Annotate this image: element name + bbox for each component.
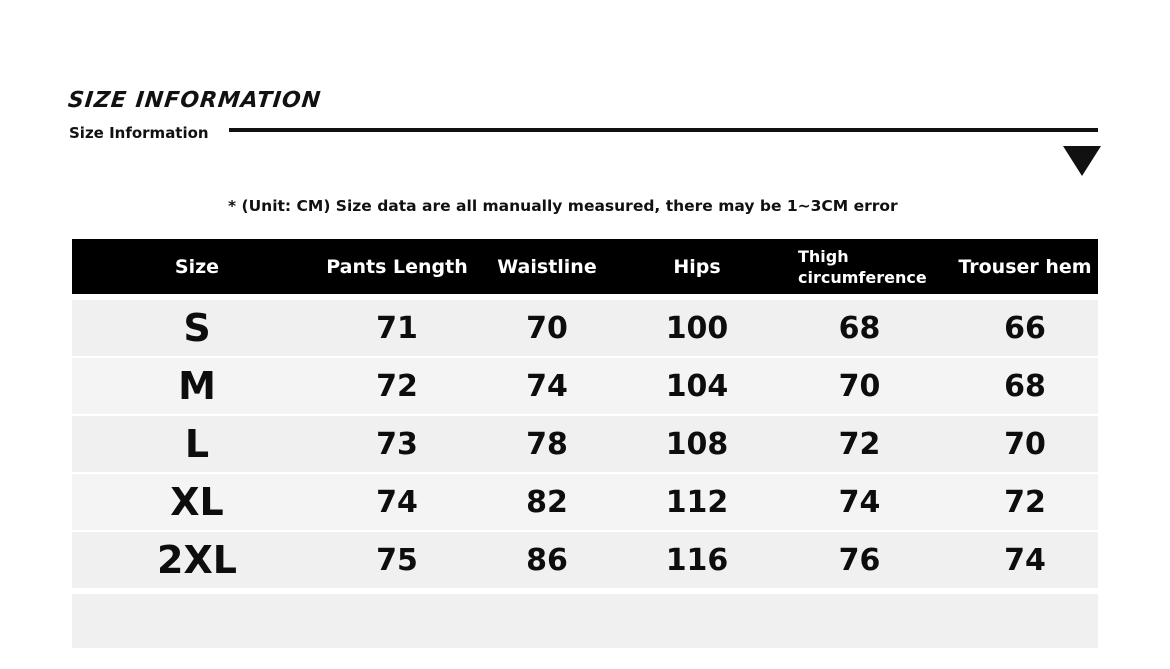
cell-waistline: 74 xyxy=(526,368,568,404)
measurement-note: * (Unit: CM) Size data are all manually measured, there may be 1~3CM error xyxy=(228,197,898,215)
header-thigh-circumference: Thigh circumference xyxy=(798,246,927,287)
empty-row xyxy=(72,594,1098,648)
table-row xyxy=(72,300,1098,356)
cell-thigh: 68 xyxy=(838,310,881,346)
cell-waistline: 70 xyxy=(526,310,568,346)
cell-hips: 108 xyxy=(665,426,729,462)
cell-thigh: 74 xyxy=(838,484,881,520)
cell-hips: 100 xyxy=(665,310,729,346)
cell-thigh: 70 xyxy=(838,368,881,404)
size-table xyxy=(72,239,1098,648)
cell-pants-length: 71 xyxy=(376,310,418,346)
cell-size: XL xyxy=(170,480,224,524)
cell-trouser-hem: 66 xyxy=(1004,310,1046,346)
section-title: SIZE INFORMATION xyxy=(66,88,323,113)
down-triangle-icon xyxy=(1063,146,1101,176)
cell-waistline: 82 xyxy=(526,484,568,520)
cell-pants-length: 73 xyxy=(376,426,418,462)
table-header xyxy=(72,239,1098,294)
cell-hips: 112 xyxy=(665,484,729,520)
cell-pants-length: 72 xyxy=(376,368,418,404)
header-trouser-hem: Trouser hem xyxy=(958,255,1092,278)
table-row xyxy=(72,358,1098,414)
header-pants-length: Pants Length xyxy=(326,255,468,278)
divider-line xyxy=(229,128,1098,132)
cell-thigh: 72 xyxy=(838,426,881,462)
table-row xyxy=(72,532,1098,588)
cell-size: 2XL xyxy=(157,538,237,582)
cell-pants-length: 74 xyxy=(376,484,418,520)
cell-trouser-hem: 68 xyxy=(1004,368,1046,404)
section-subtitle: Size Information xyxy=(69,124,209,142)
cell-size: S xyxy=(183,306,211,350)
cell-trouser-hem: 70 xyxy=(1004,426,1046,462)
header-hips: Hips xyxy=(673,255,721,278)
cell-size: M xyxy=(178,364,216,408)
table-body xyxy=(72,300,1098,588)
cell-pants-length: 75 xyxy=(376,542,418,578)
cell-waistline: 78 xyxy=(526,426,568,462)
cell-trouser-hem: 74 xyxy=(1004,542,1046,578)
table-row xyxy=(72,474,1098,530)
cell-thigh: 76 xyxy=(838,542,881,578)
header-size: Size xyxy=(174,255,220,278)
header-waistline: Waistline xyxy=(497,255,597,278)
cell-hips: 104 xyxy=(665,368,729,404)
table-row xyxy=(72,416,1098,472)
cell-trouser-hem: 72 xyxy=(1004,484,1046,520)
cell-hips: 116 xyxy=(665,542,729,578)
cell-size: L xyxy=(184,422,210,466)
cell-waistline: 86 xyxy=(526,542,568,578)
